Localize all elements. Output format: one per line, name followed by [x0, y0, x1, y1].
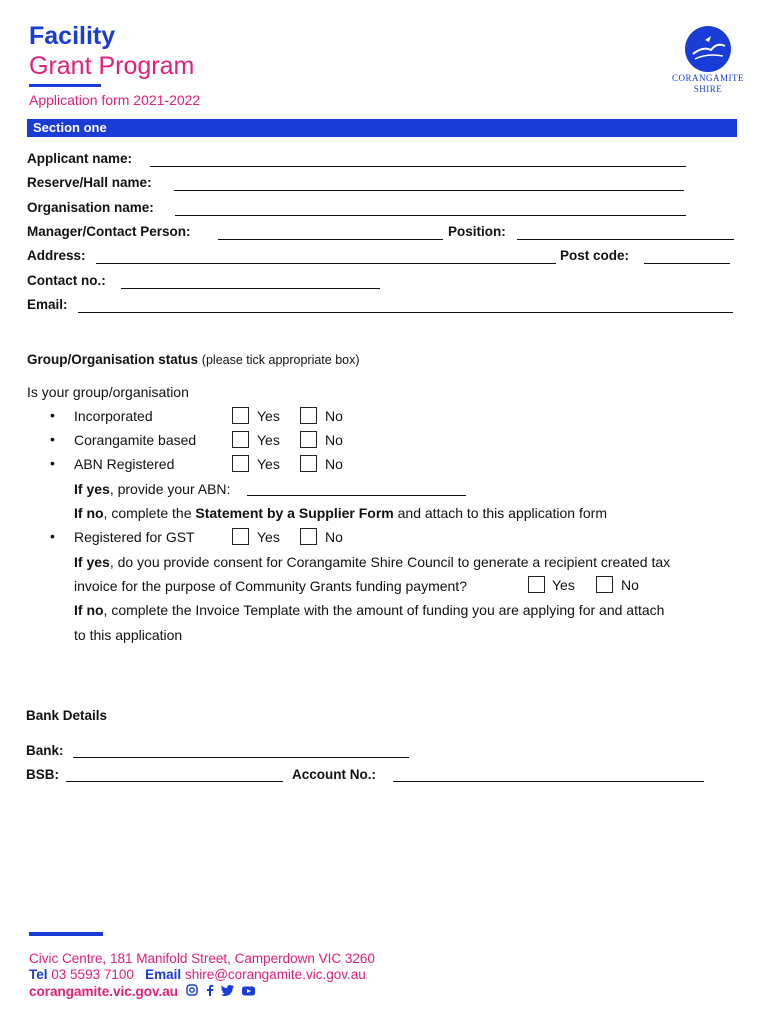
gst-if-no-instruction: , complete the Invoice Template with the amount of funding you are applying for and attach: [103, 602, 665, 618]
applicant-name-label: Applicant name:: [27, 151, 133, 166]
facebook-icon[interactable]: [206, 984, 214, 999]
post-code-field[interactable]: [644, 263, 730, 264]
section-one-header: Section one: [27, 119, 737, 137]
twitter-icon[interactable]: [221, 985, 234, 999]
email-footer-label: Email: [145, 967, 182, 982]
bullet: •: [50, 455, 55, 471]
reserve-hall-name-label: Reserve/Hall name:: [27, 175, 152, 190]
footer-web-row: [29, 984, 255, 999]
manager-contact-field[interactable]: [218, 239, 443, 240]
gst-if-yes-text-2: invoice for the purpose of Community Grants funding payment?: [74, 578, 467, 594]
bank-label: Bank:: [26, 743, 64, 758]
reserve-hall-name-field[interactable]: [174, 190, 684, 191]
bsb-label: BSB:: [26, 767, 59, 782]
consent-no-checkbox[interactable]: [596, 576, 613, 593]
status-heading: Group/Organisation status: [27, 352, 199, 367]
yes-label: Yes: [257, 408, 280, 424]
bullet: •: [50, 528, 55, 544]
no-label: No: [325, 529, 343, 545]
tel-label: Tel: [29, 967, 48, 982]
abn-if-yes-instruction: , provide your ABN:: [109, 481, 231, 497]
corangamite-based-no-checkbox[interactable]: [300, 431, 317, 448]
yes-label: Yes: [257, 529, 280, 545]
if-yes-bold: If yes: [74, 554, 110, 570]
account-no-label: Account No.:: [292, 767, 376, 782]
bsb-field[interactable]: [66, 781, 283, 782]
gst-if-yes-text-1: [74, 554, 670, 570]
corangamite-based-label: Corangamite based: [74, 432, 197, 448]
bank-details-heading: Bank Details: [26, 708, 108, 723]
shire-logo: [663, 26, 753, 96]
organisation-name-label: Organisation name:: [27, 200, 154, 215]
gst-if-no-text-1: [74, 602, 664, 618]
manager-contact-label: Manager/Contact Person:: [27, 224, 191, 239]
yes-label: Yes: [257, 432, 280, 448]
status-heading-row: [27, 352, 360, 367]
gst-no-checkbox[interactable]: [300, 528, 317, 545]
yes-label: Yes: [257, 456, 280, 472]
address-label: Address:: [27, 248, 86, 263]
title-line-1: Facility: [29, 22, 116, 50]
corangamite-based-yes-checkbox[interactable]: [232, 431, 249, 448]
email-footer-value[interactable]: shire@corangamite.vic.gov.au: [184, 967, 366, 982]
abn-field[interactable]: [247, 495, 466, 496]
no-label: No: [325, 456, 343, 472]
abn-if-no-text: [74, 505, 607, 521]
account-no-field[interactable]: [393, 781, 704, 782]
bullet: •: [50, 407, 55, 423]
footer-address: Civic Centre, 181 Manifold Street, Camperdown VIC 3260: [29, 951, 375, 966]
registered-gst-label: Registered for GST: [74, 529, 195, 545]
no-label: No: [325, 408, 343, 424]
logo-text-line-1: CORANGAMITE: [672, 73, 744, 83]
bullet: •: [50, 431, 55, 447]
contact-no-field[interactable]: [121, 288, 380, 289]
abn-registered-no-checkbox[interactable]: [300, 455, 317, 472]
gst-if-no-text-2: to this application: [74, 627, 183, 643]
gst-if-yes-instruction: , do you provide consent for Corangamite Shire Council to generate a recipient created tax: [109, 554, 671, 570]
website-link[interactable]: corangamite.vic.gov.au: [29, 984, 179, 999]
logo-emblem-icon: [685, 26, 731, 72]
abn-if-no-instruction-1: , complete the: [103, 505, 196, 521]
title-underline: [29, 84, 101, 87]
status-question: Is your group/organisation: [27, 384, 189, 400]
status-heading-note: (please tick appropriate box): [201, 353, 360, 367]
gst-yes-checkbox[interactable]: [232, 528, 249, 545]
position-field[interactable]: [517, 239, 734, 240]
email-label: Email:: [27, 297, 68, 312]
footer-accent-bar: [29, 932, 103, 936]
incorporated-no-checkbox[interactable]: [300, 407, 317, 424]
yes-label: Yes: [552, 577, 575, 593]
footer-contact-row: [29, 967, 366, 982]
applicant-name-field[interactable]: [150, 166, 686, 167]
abn-if-yes-text: [74, 481, 230, 497]
email-field[interactable]: [78, 312, 733, 313]
if-no-bold: If no: [74, 505, 104, 521]
incorporated-label: Incorporated: [74, 408, 153, 424]
position-label: Position:: [448, 224, 506, 239]
title-line-2: Grant Program: [29, 52, 195, 80]
abn-registered-yes-checkbox[interactable]: [232, 455, 249, 472]
organisation-name-field[interactable]: [175, 215, 686, 216]
instagram-icon[interactable]: [186, 984, 198, 999]
bank-field[interactable]: [73, 757, 409, 758]
contact-no-label: Contact no.:: [27, 273, 106, 288]
address-field[interactable]: [96, 263, 556, 264]
incorporated-yes-checkbox[interactable]: [232, 407, 249, 424]
if-yes-bold: If yes: [74, 481, 110, 497]
if-no-bold: If no: [74, 602, 104, 618]
abn-registered-label: ABN Registered: [74, 456, 175, 472]
no-label: No: [621, 577, 639, 593]
form-subtitle: Application form 2021-2022: [29, 92, 201, 108]
post-code-label: Post code:: [560, 248, 630, 263]
tel-value: 03 5593 7100: [51, 967, 134, 982]
logo-text-line-2: SHIRE: [693, 84, 723, 94]
abn-if-no-instruction-2: and attach to this application form: [393, 505, 607, 521]
consent-yes-checkbox[interactable]: [528, 576, 545, 593]
no-label: No: [325, 432, 343, 448]
supplier-form-name: Statement by a Supplier Form: [195, 505, 394, 521]
youtube-icon[interactable]: [242, 986, 255, 999]
